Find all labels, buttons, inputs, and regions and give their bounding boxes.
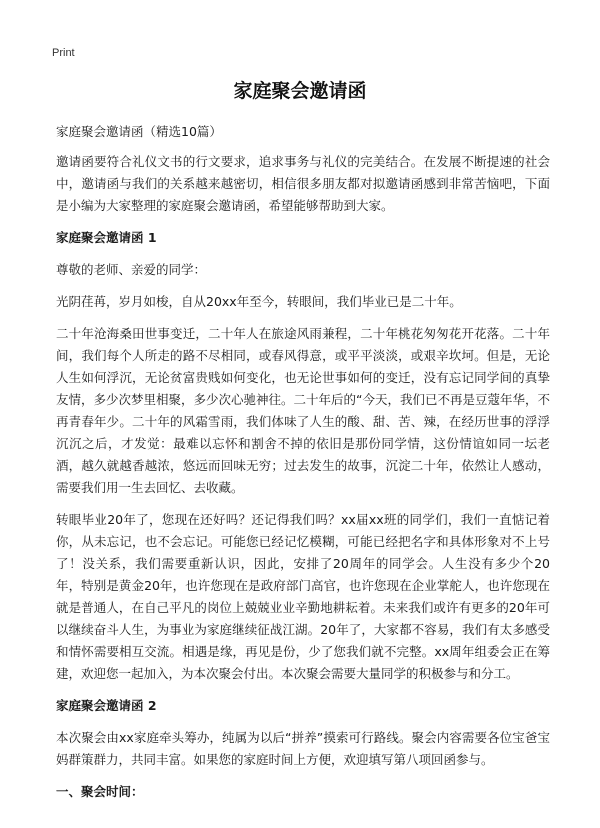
intro-paragraph: 邀请函要符合礼仪文书的行文要求，追求事务与礼仪的完美结合。在发展不断提速的社会中，邀请函与我们的关系越来越密切，相信很多朋友都对拟邀请函感到非常苦恼吧，下面是小编为大家整理的家庭聚会邀请函，希望能够帮助到大家。 xyxy=(56,154,550,213)
section-1-heading: 家庭聚会邀请函 1 xyxy=(56,230,157,245)
section-2-heading: 家庭聚会邀请函 2 xyxy=(56,698,157,713)
document-body xyxy=(56,121,550,813)
section-1-paragraph-2: 二十年沧海桑田世事变迁，二十年人在旅途风雨兼程，二十年桃花匆匆花开花落。二十年间，我们每个人所走的路不尽相同，或春风得意，或平平淡淡，或艰辛坎坷。但是，无论人生如何浮沉，无论贫富贵贱如何变化，也无论世事如何的变迁，没有忘记同学间的真挚友情，多少次梦里相聚，多少次心驰神往。二十年后的“今天，我们已不再是豆蔻年华，不再青春年少。二十年的风霜雪雨，我们体味了人生的酸、甜、苦、辣，在经历世事的浮浮沉沉之后，才发觉：最难以忘怀和割舍不掉的依旧是那份同学情，这份情谊如同一坛老酒，越久就越香越浓，悠远而回味无穷；过去发生的故事，沉淀二十年，依然让人感动，需要我们用一生去回忆、去收藏。 xyxy=(56,326,550,495)
section-1-paragraph-1: 光阴荏苒，岁月如梭，自从20xx年至今，转眼间，我们毕业已是二十年。 xyxy=(56,294,462,309)
print-label: Print xyxy=(52,47,75,59)
section-2-paragraph-1: 本次聚会由xx家庭牵头筹办，纯属为以后“拼养”摸索可行路线。聚会内容需要各位宝爸宝妈群策群力，共同丰富。如果您的家庭时间上方便，欢迎填写第八项回函参与。 xyxy=(56,730,550,767)
page-title: 家庭聚会邀请函 xyxy=(233,80,367,102)
document-subtitle: 家庭聚会邀请函（精选10篇） xyxy=(56,124,222,139)
section-2-subheading: 一、聚会时间： xyxy=(56,784,144,799)
section-1-paragraph-3: 转眼毕业20年了，您现在还好吗？还记得我们吗？xx届xx班的同学们，我们一直惦记着你，从未忘记，也不会忘记。可能您已经记忆模糊，可能已经把名字和具体形象对不上号了！没关系，我们需要重新认识，因此，安排了20周年的同学会。人生没有多少个20年，特别是黄金20年，也许您现在是政府部门高官，也许您现在企业掌舵人，也许您现在就是普通人，在自己平凡的岗位上兢兢业业辛勤地耕耘着。未来我们或许有更多的20年可以继续奋斗人生，为事业为家庭继续征战江湖。20年了，大家都不容易，我们有太多感受和情怀需要相互交流。相遇是缘，再见是份，少了您我们就不完整。xx周年组委会正在筹建，欢迎您一起加入，为本次聚会付出。本次聚会需要大量同学的积极参与和分工。 xyxy=(56,512,550,681)
section-1-greeting: 尊敬的老师、亲爱的同学： xyxy=(56,262,207,277)
